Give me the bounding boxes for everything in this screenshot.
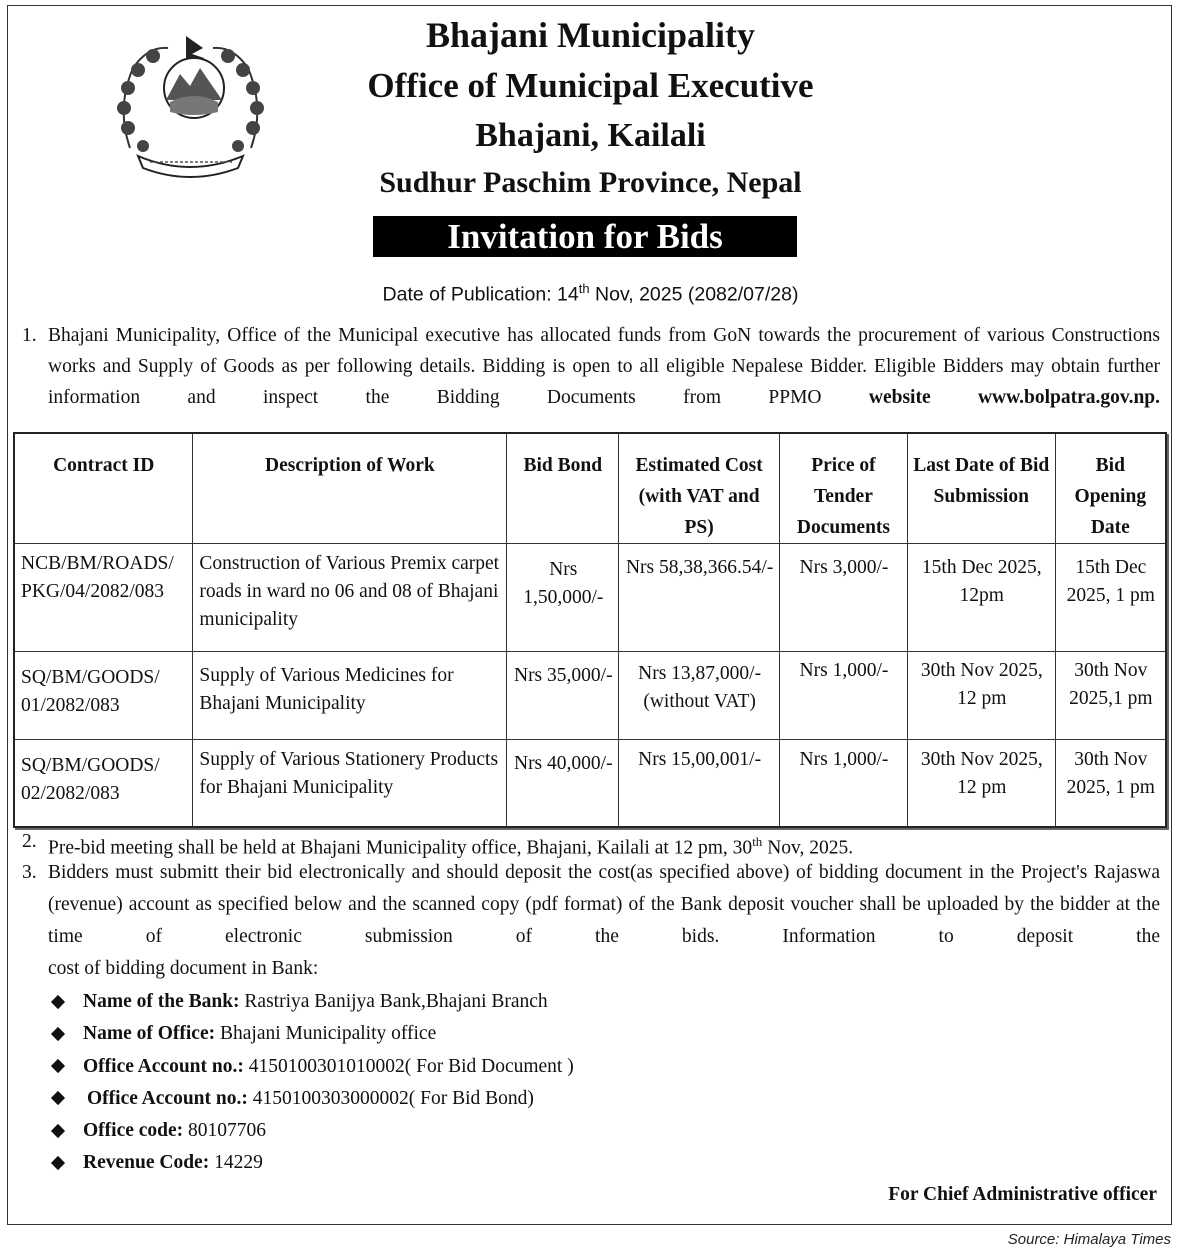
list-item: Name of Office: Bhajani Municipality office bbox=[50, 1018, 574, 1050]
municipality-name: Bhajani Municipality bbox=[425, 15, 756, 55]
notice-title-banner: Invitation for Bids bbox=[373, 216, 797, 257]
table-row bbox=[14, 740, 1166, 828]
cell-description: Supply of Various Medicines for Bhajani Municipality bbox=[193, 652, 507, 740]
list-item: Name of the Bank: Rastriya Banijya Bank,Bhajani Branch bbox=[50, 986, 574, 1018]
cell-bid-bond: Nrs 35,000/- bbox=[507, 652, 619, 740]
para3-number: 3. bbox=[22, 862, 37, 883]
source-credit: Source: Himalaya Times bbox=[1007, 1231, 1171, 1248]
diamond-bullet-icon bbox=[51, 1156, 65, 1170]
diamond-bullet-icon bbox=[51, 1059, 65, 1073]
cell-price: Nrs 1,000/- bbox=[780, 652, 908, 740]
cell-price: Nrs 3,000/- bbox=[780, 544, 908, 652]
cell-last-date: 30th Nov 2025, 12 pm bbox=[907, 652, 1055, 740]
diamond-bullet-icon bbox=[51, 1124, 65, 1138]
list-item: Office code: 80107706 bbox=[50, 1115, 574, 1147]
para2-text: Pre-bid meeting shall be held at Bhajani Municipality office, Bhajani, Kailali at 12 pm, 30th Nov, 2025. bbox=[48, 834, 854, 859]
office-name: Office of Municipal Executive bbox=[367, 66, 814, 105]
cell-opening-date: 30th Nov 2025,1 pm bbox=[1055, 652, 1166, 740]
table-row bbox=[14, 544, 1166, 652]
table-row bbox=[14, 652, 1166, 740]
location-name: Bhajani, Kailali bbox=[475, 117, 706, 154]
cell-bid-bond: Nrs 1,50,000/- bbox=[507, 544, 619, 652]
list-item: Office Account no.: 4150100301010002( For Bid Document ) bbox=[50, 1051, 574, 1083]
cell-description: Supply of Various Stationery Products for Bhajani Municipality bbox=[193, 740, 507, 828]
para1-text: Bhajani Municipality, Office of the Municipal executive has allocated funds from GoN towards the procurement of various Constructions works and Supply of Goods as per following details. Bidding is open to all eligible Nepalese Bidder. Eligible Bidders may obtain further information and inspect the Bidding Documents from PPMO website www.bolpatra.gov.np. bbox=[48, 325, 1161, 408]
cell-contract-id: SQ/BM/GOODS/ 01/2082/083 bbox=[14, 652, 193, 740]
col-header-estimated-cost: Estimated Cost (with VAT and PS) bbox=[619, 433, 780, 544]
cell-estimated-cost: Nrs 58,38,366.54/- bbox=[619, 544, 780, 652]
col-header-bid-bond: Bid Bond bbox=[507, 433, 619, 544]
cell-contract-id: NCB/BM/ROADS/ PKG/04/2082/083 bbox=[14, 544, 193, 652]
col-header-description: Description of Work bbox=[193, 433, 507, 544]
cell-bid-bond: Nrs 40,000/- bbox=[507, 740, 619, 828]
para1-number: 1. bbox=[22, 325, 37, 346]
para3-text: Bidders must submitt their bid electronically and should deposit the cost(as specified above) of bidding document in the Project's Rajaswa (revenue) account as specified below and the scanned copy (pdf format) of the Bank deposit voucher shall be uploaded by the bidder at the time of electronic submission of the bids. Information to deposit the cost of bidding document in Bank: bbox=[48, 862, 1160, 979]
diamond-bullet-icon bbox=[51, 1027, 65, 1041]
para2-number: 2. bbox=[22, 831, 37, 852]
publication-date: Date of Publication: 14th Nov, 2025 (2082/07/28) bbox=[382, 281, 799, 306]
diamond-bullet-icon bbox=[51, 1091, 65, 1105]
cell-estimated-cost: Nrs 13,87,000/- (without VAT) bbox=[619, 652, 780, 740]
cell-opening-date: 30th Nov 2025, 1 pm bbox=[1055, 740, 1166, 828]
signoff: For Chief Administrative officer bbox=[888, 1184, 1157, 1205]
bids-table bbox=[13, 432, 1167, 828]
list-item: Office Account no.: 4150100303000002( For Bid Bond) bbox=[50, 1083, 574, 1115]
cell-contract-id: SQ/BM/GOODS/ 02/2082/083 bbox=[14, 740, 193, 828]
col-header-last-date: Last Date of Bid Submission bbox=[907, 433, 1055, 544]
province-name: Sudhur Paschim Province, Nepal bbox=[379, 166, 802, 199]
cell-description: Construction of Various Premix carpet roads in ward no 06 and 08 of Bhajani municipality bbox=[193, 544, 507, 652]
col-header-opening-date: Bid Opening Date bbox=[1055, 433, 1166, 544]
cell-opening-date: 15th Dec 2025, 1 pm bbox=[1055, 544, 1166, 652]
list-item: Revenue Code: 14229 bbox=[50, 1147, 574, 1179]
cell-last-date: 30th Nov 2025, 12 pm bbox=[907, 740, 1055, 828]
cell-last-date: 15th Dec 2025, 12pm bbox=[907, 544, 1055, 652]
website-link-text: website www.bolpatra.gov.np. bbox=[868, 387, 1161, 408]
diamond-bullet-icon bbox=[51, 994, 65, 1008]
cell-estimated-cost: Nrs 15,00,001/- bbox=[619, 740, 780, 828]
col-header-price: Price of Tender Documents bbox=[780, 433, 908, 544]
cell-price: Nrs 1,000/- bbox=[780, 740, 908, 828]
bank-details-list bbox=[50, 986, 574, 1180]
col-header-contract-id: Contract ID bbox=[14, 433, 193, 544]
table-header-row bbox=[14, 433, 1166, 544]
